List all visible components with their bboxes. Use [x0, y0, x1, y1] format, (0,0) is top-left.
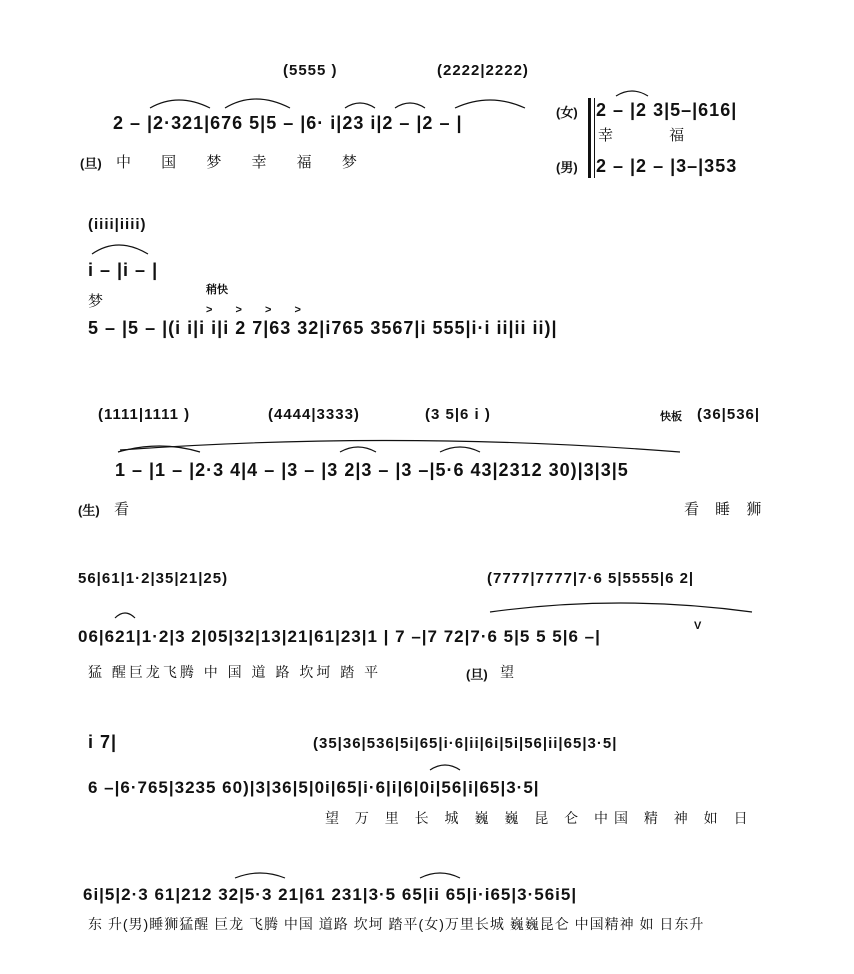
role-label: (女) [556, 105, 578, 120]
melody-line: 2 – |2·321|676 5|5 – |6· i|23 i|2 – |2 – | [113, 113, 463, 133]
role-label: (男) [556, 160, 578, 175]
lyric-line: 幸 福 [598, 127, 691, 144]
melody-line: i – |i – | [88, 260, 159, 280]
lyric-line: 中 国 梦 幸 福 梦 [116, 154, 363, 171]
breath-mark: V [694, 620, 702, 632]
melody-line: 2 – |2 – |3–|353 [596, 156, 738, 176]
accompaniment-figure: (iiii|iiii) [88, 216, 147, 233]
accompaniment-figure: (36|536| [697, 406, 761, 423]
lyric-line: 望 [500, 664, 515, 680]
lyric-line: 看 睡 狮 [684, 501, 768, 518]
accent-marks: > > > > [206, 304, 311, 316]
melody-line: i 7| [88, 732, 118, 752]
accompaniment-figure: (35|36|536|5i|65|i·6|ii|6i|5i|56|ii|65|3·5| [313, 735, 618, 752]
accompaniment-figure: 56|61|1·2|35|21|25) [78, 570, 229, 587]
lyric-line: 梦 [88, 293, 110, 310]
accompaniment-figure: (7777|7777|7·6 5|5555|6 2| [487, 570, 695, 587]
tempo-marking: 快板 [660, 411, 682, 423]
melody-line: 06|621|1·2|3 2|05|32|13|21|61|23|1 | 7 –|7 72|7·6 5|5 5 5|6 –| [78, 627, 601, 646]
lyric-line: 东 升(男)睡狮猛醒 巨龙 飞腾 中国 道路 坎坷 踏平(女)万里长城 巍巍昆仑 中国精神 如 日东升 [88, 916, 705, 932]
lyric-line: 望 万 里 长 城 巍 巍 昆 仑 中国 精 神 如 日 [325, 810, 754, 826]
role-label: (生) [78, 503, 100, 518]
lyric-line: 猛 醒巨龙飞腾 中 国 道 路 坎坷 踏 平 [88, 664, 382, 680]
accompaniment-figure: (2222|2222) [437, 62, 529, 79]
role-label: (旦) [466, 667, 488, 682]
accompaniment-figure: (5555 ) [283, 62, 338, 79]
melody-line: 1 – |1 – |2·3 4|4 – |3 – |3 2|3 – |3 –|5·6 43|2312 30)|3|3|5 [115, 460, 629, 480]
accompaniment-figure: (1111|1111 ) [98, 406, 191, 423]
tempo-marking: 稍快 [206, 284, 228, 296]
role-label: (旦) [80, 156, 102, 171]
melody-line: 5 – |5 – |(i i|i i|i 2 7|63 32|i765 3567|i 555|i·i ii|ii ii)| [88, 318, 558, 338]
melody-line: 6 –|6·765|3235 60)|3|36|5|0i|65|i·6|i|6|0i|56|i|65|3·5| [88, 778, 540, 797]
accompaniment-figure: (3 5|6 i ) [425, 406, 491, 423]
melody-line: 6i|5|2·3 61|212 32|5·3 21|61 231|3·5 65|ii 65|i·i65|3·56i5| [83, 885, 578, 904]
lyric-line: 看 [114, 501, 136, 518]
accompaniment-figure: (4444|3333) [268, 406, 360, 423]
system-bracket [594, 98, 596, 178]
melody-line: 2 – |2 3|5–|616| [596, 100, 738, 120]
